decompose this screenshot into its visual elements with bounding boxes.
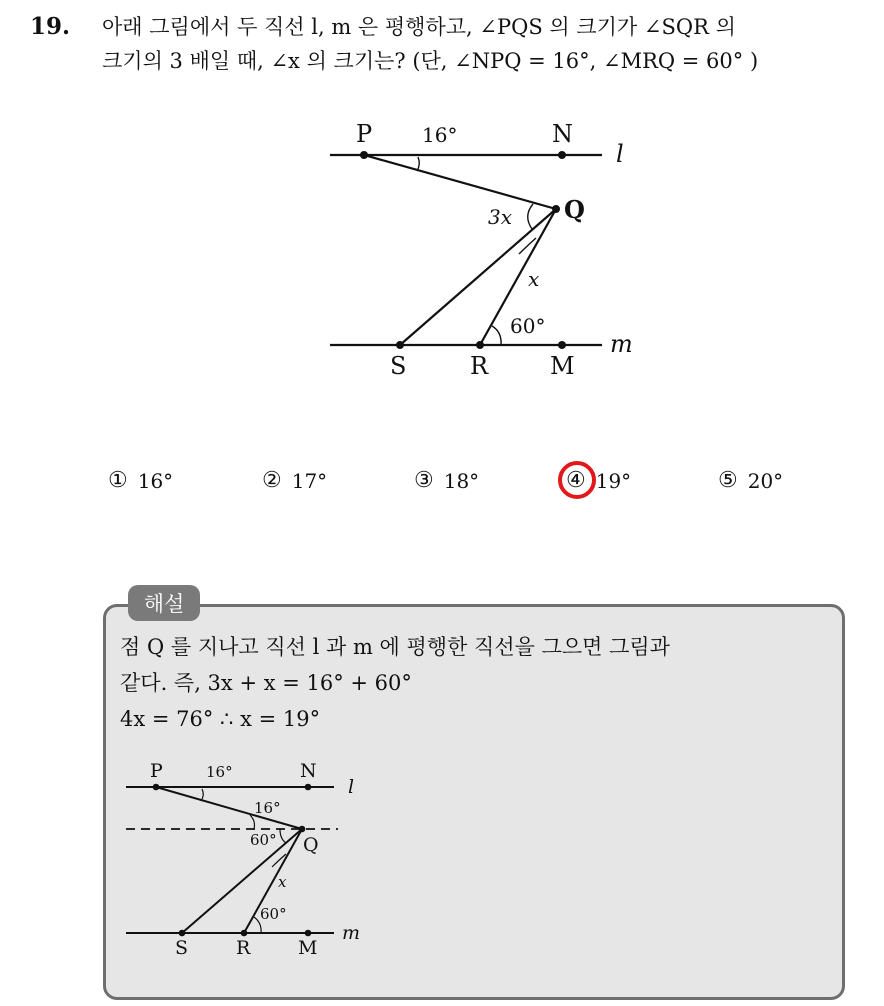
sol-angle-16-mid: 16° [254,799,281,817]
sol-point-S [179,930,186,937]
label-P: P [356,120,373,148]
sol-label-M: M [298,937,318,957]
label-Q: Q [564,195,585,224]
angle-16: 16° [422,123,458,147]
solution-line-1: 점 Q 를 지나고 직선 l 과 m 에 평행한 직선을 그으면 그림과 [120,635,670,659]
sol-arc-16-mid [250,815,255,829]
problem [30,10,870,78]
solution-line-3: 4x = 76° ∴ x = 19° [120,707,321,731]
arc-60 [492,326,501,345]
sol-angle-x: x [278,873,287,891]
sol-label-S: S [175,937,189,957]
sol-point-M [305,930,312,937]
problem-figure [320,112,660,392]
selected-answer-circle [558,461,596,499]
point-R [476,341,484,349]
sol-label-P: P [150,760,163,782]
choice-4[interactable]: ④ 19° [566,468,631,493]
angle-x: x [528,267,540,291]
choice-1[interactable]: ① 16° [108,468,174,493]
point-S [396,341,404,349]
choice-2[interactable]: ② 17° [262,468,328,493]
sol-label-N: N [300,760,317,782]
point-P [360,151,368,159]
question-text-line-2: 크기의 3 배일 때, ∠x 의 크기는? (단, ∠NPQ = 16°, ∠MRQ = 60° ) [102,49,759,73]
sol-point-Q [299,826,306,833]
sol-label-R: R [236,937,251,957]
question-text-line-1: 아래 그림에서 두 직선 l, m 은 평행하고, ∠PQS 의 크기가 ∠SQR 의 [102,15,736,39]
sol-angle-60-bottom: 60° [260,905,287,923]
label-R: R [470,352,489,380]
label-l: l [616,140,624,168]
sol-arc-60-mid [280,829,286,843]
label-N: N [552,120,573,148]
sol-point-R [241,930,248,937]
answer-choices [108,468,808,504]
segment-PQ [364,155,556,209]
choice-3[interactable]: ③ 18° [414,468,480,493]
point-Q [552,205,560,213]
solution-box [103,604,845,1000]
sol-label-Q: Q [303,834,319,856]
point-N [558,151,566,159]
angle-3x: 3x [488,205,513,229]
question-number: 19. [30,13,71,40]
sol-label-l: l [348,776,355,798]
sol-angle-60-mid: 60° [250,831,277,849]
arc-3x [528,204,533,229]
solution-text [120,629,840,737]
sol-point-P [153,784,160,791]
point-M [558,341,566,349]
choice-5[interactable]: ⑤ 20° [718,468,784,493]
sol-point-N [305,784,312,791]
sol-label-m: m [342,922,361,944]
solution-tag: 해설 [128,585,200,621]
label-m: m [610,330,633,358]
arc-16 [417,157,419,171]
label-S: S [390,352,407,380]
angle-60: 60° [510,314,546,338]
label-M: M [550,352,575,380]
solution-line-2: 같다. 즉, 3x + x = 16° + 60° [120,671,412,695]
solution-figure [120,757,380,957]
sol-angle-16-top: 16° [206,763,233,781]
